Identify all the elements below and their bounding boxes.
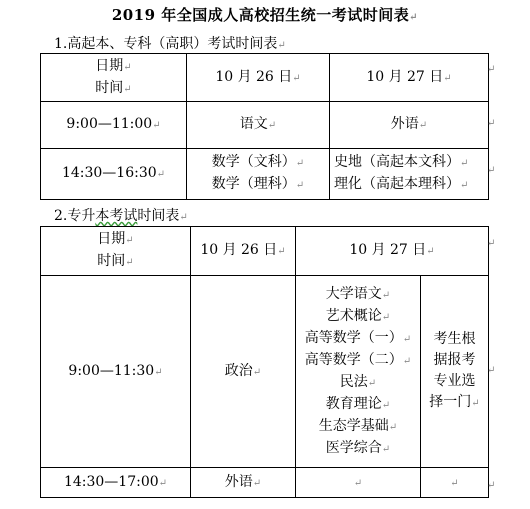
header-cell-date-time: 日期↵ 时间↵ <box>41 227 191 276</box>
section2-heading: 2.专升本考试时间表↵ <box>54 208 188 224</box>
table-row <box>41 227 489 276</box>
list-item: 医学综合↵ <box>325 439 391 456</box>
list-item: 教育理论↵ <box>325 395 391 412</box>
list-item: 艺术概论↵ <box>325 307 391 324</box>
subject-cell: 史地（高起本文科）↵ 理化（高起本理科）↵ <box>330 149 489 200</box>
list-item: 高等数学（二）↵ <box>304 351 412 368</box>
subject-cell: 数学（文科）↵ 数学（理科）↵ <box>187 149 330 200</box>
row-end-mark: ↵ <box>487 64 496 75</box>
time-cell: 14:30—17:00↵ <box>41 468 191 498</box>
row-end-mark: ↵ <box>487 480 496 491</box>
row-end-mark: ↵ <box>487 118 496 129</box>
header-cell-day2: 10 月 27 日↵ <box>296 227 489 276</box>
paragraph-mark: ↵ <box>277 40 286 51</box>
table-1 <box>40 53 489 200</box>
empty-cell: ↵ <box>296 468 421 498</box>
header-cell-day1: 10 月 26 日↵ <box>187 54 330 102</box>
time-cell: 14:30—16:30↵ <box>41 149 187 200</box>
paragraph-mark: ↵ <box>409 12 419 23</box>
header-cell-date-time: 日期↵ 时间↵ <box>41 54 187 102</box>
header-cell-day1: 10 月 26 日↵ <box>191 227 296 276</box>
list-item: 民法↵ <box>339 373 377 390</box>
subject-cell: 外语↵ <box>330 102 489 149</box>
table-row <box>41 149 489 200</box>
list-item: 大学语文↵ <box>325 285 391 302</box>
note-cell: 考生根 据报考 专业选 择一门↵ <box>421 276 489 468</box>
table-2 <box>40 226 489 498</box>
row-end-mark: ↵ <box>487 165 496 176</box>
page-title: 2019 年全国成人高校招生统一考试时间表↵ <box>111 6 419 24</box>
empty-cell: ↵ <box>421 468 489 498</box>
subject-cell: 语文↵ <box>187 102 330 149</box>
row-end-mark: ↵ <box>487 365 496 376</box>
row-end-mark: ↵ <box>487 238 496 249</box>
subject-cell: 政治↵ <box>191 276 296 468</box>
time-cell: 9:00—11:00↵ <box>41 102 187 149</box>
table-row <box>41 276 489 468</box>
subject-list-cell <box>296 276 421 468</box>
header-cell-day2: 10 月 27 日↵ <box>330 54 489 102</box>
subject-cell: 外语↵ <box>191 468 296 498</box>
list-item: 高等数学（一）↵ <box>304 329 412 346</box>
table-row <box>41 102 489 149</box>
list-item: 生态学基础↵ <box>318 417 398 434</box>
time-cell: 9:00—11:30↵ <box>41 276 191 468</box>
table-row <box>41 54 489 102</box>
table-row <box>41 468 489 498</box>
section1-heading: 1.高起本、专科（高职）考试时间表↵ <box>54 36 286 52</box>
